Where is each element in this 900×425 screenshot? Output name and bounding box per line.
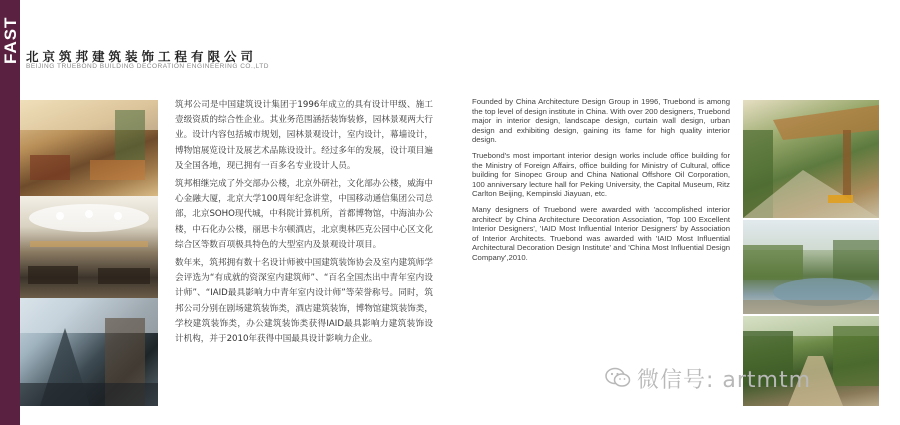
wechat-watermark [605, 364, 811, 392]
brand-side-bar [0, 0, 20, 425]
photo-garden-pergola [743, 100, 879, 218]
photo-landscape-pond [743, 220, 879, 314]
photo-lounge-interior [20, 196, 158, 298]
english-paragraph-awards: Many designers of Truebond were awarded with 'accomplished interior architect' by China Architecture Decoration Association, 'Top 100 Excellent Interior Designers', 'IAID Most Influential Interior Designers' by Association of Interior Architects. Truebond was awarded with 'IAID Most Influential Architectural Decoration Design Institute' and 'China Most Influential Design Company',2010. [472, 204, 730, 262]
photo-museum-atrium [20, 298, 158, 406]
photo-hotel-lobby [20, 100, 158, 196]
fast-logo: FAST [1, 16, 20, 64]
wechat-icon [605, 367, 631, 389]
chinese-paragraph-intro: 筑邦公司是中国建筑设计集团于1996年成立的具有设计甲级、施工壹级资质的综合性企业。其业务范围涵括装饰装修，园林景观两大行业。设计内容包括城市规划，园林景观设计，室内设计，幕墙设计，博物馆展览设计及展艺术品陈设设计。经过多年的发展，设计项目遍及全国各地，现已拥有一百多名专业设计人员。 [175, 100, 433, 171]
chinese-description [175, 98, 433, 350]
english-paragraph-projects: Truebond's most important interior design works include office building for the Ministry of Foreign Affairs, office building for Ministry of Cultural, office building for Sinopec Group and China National Offshore Oil Corporation, 100 anniversary lecture hall for Peking University, the Capital Museum, Ritz Carlton Beijing, Kempinski Jiayuan, etc. [472, 150, 730, 199]
company-name-english: BEIJING TRUEBOND BUILDING DECORATION ENGINEERING CO.,LTD [26, 63, 269, 70]
chinese-paragraph-projects: 筑邦相继完成了外交部办公楼，北京外研社，文化部办公楼，威海中心金融大厦，北京大学100周年纪念讲堂，中国移动通信集团公司总部，北京SOHO现代城，中科院计算机所，首都博物馆，中海油办公楼，中石化办公楼，丽思卡尔顿酒店，北京奥林匹克公园中心区文化综合区等数百项极具特色的大型室内及景观设计项目。 [175, 179, 433, 250]
wechat-id-label: 微信号: artmtm [637, 367, 812, 393]
company-name-chinese: 北京筑邦建筑装饰工程有限公司 [26, 49, 258, 64]
english-paragraph-intro: Founded by China Architecture Design Group in 1996, Truebond is among the top level of design institute in China. With over 200 designers, Truebond major in interior design, landscape design, curtain wall design, urban design and exhibiting design, gaining its fame for high quality interior design. [472, 97, 730, 145]
english-description [472, 97, 730, 269]
chinese-paragraph-awards: 数年来，筑邦拥有数十名设计师被中国建筑装饰协会及室内建筑师学会评选为“有成就的资深室内建筑师”、“百名全国杰出中青年室内设计师”、“IAID最具影响力中青年室内设计师”等荣誉称号。同时，筑邦公司分别在剧场建筑装饰类，酒店建筑装饰，博物馆建筑装饰类，学校建筑装饰类，办公建筑装饰类获得IAID最具影响力建筑装饰设计机构，并于2010年获得中国最具设计影响力企业。 [175, 258, 433, 345]
